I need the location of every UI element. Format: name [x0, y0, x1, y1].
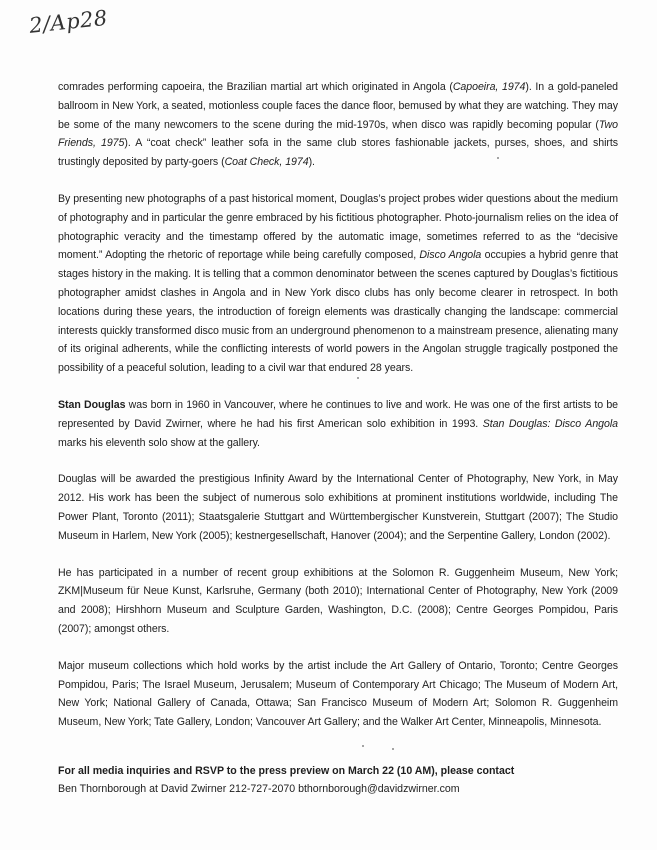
- body-text: [58, 78, 618, 732]
- contact-details: Ben Thornborough at David Zwirner 212-727-2070 bthornborough@davidzwirner.com: [58, 783, 460, 795]
- text-run: Major museum collections which hold works by the artist include the Art Gallery of Ontario, Toronto; Centre Georges Pompidou, Paris; The Israel Museum, Jerusalem; Museum of Contemporary Art Chicago; The Museum of Modern Art, New York; National Gallery of Canada, Ottawa; San Francisco Museum of Modern Art; Solomon R. Guggenheim Museum, New York; Tate Gallery, London; Vancouver Art Gallery; and the Walker Art Center, Minneapolis, Minnesota.: [58, 659, 618, 729]
- handwritten-annotation: 2/Ap28: [28, 5, 109, 38]
- paragraph-capoeira: [58, 78, 618, 172]
- text-run: comrades performing capoeira, the Brazilian martial art which originated in Angola (: [58, 81, 453, 93]
- paragraph-group-exhibitions: [58, 564, 618, 639]
- italic-title: Capoeira, 1974: [452, 81, 526, 93]
- paragraph-infinity-award: [58, 470, 618, 545]
- scan-speck: [392, 748, 394, 750]
- italic-title: Coat Check, 1974: [224, 156, 309, 169]
- paragraph-biography: [58, 396, 618, 452]
- italic-title: Two Friends, 1975: [58, 118, 618, 150]
- paragraph-photography: [58, 190, 618, 378]
- scan-speck: [357, 377, 359, 379]
- contact-heading: For all media inquiries and RSVP to the press preview on March 22 (10 AM), please contact: [58, 765, 515, 777]
- text-run: occupies a hybrid genre that stages history in the making. It is telling that a common denominator between the scenes captured by Douglas’s fictitious photographer amidst clashes in Angola and in New York disco clubs has only become clearer in retrospect. In both locations during these years, the introduction of foreign elements was drastically changing the landscape: commercial interests quickly transformed disco music from an underground phenomenon to a mainstream presence, alienating many of its original adherents, while the conflicting interests of world powers in the Angolan struggle tragically postponed the possibility of a peaceful solution, leading to a civil war that endured 28 years.: [58, 249, 618, 375]
- media-contact: [58, 762, 618, 798]
- artist-name: Stan Douglas: [58, 398, 126, 411]
- italic-title: Disco Angola: [419, 249, 482, 262]
- scan-speck: [497, 157, 499, 159]
- text-run: marks his eleventh solo show at the gallery.: [58, 436, 260, 449]
- text-run: was born in 1960 in Vancouver, where he continues to live and work. He was one of the first artists to be represented by David Zwirner, where he had his first American solo exhibition in 1993.: [58, 398, 618, 430]
- text-run: ). A “coat check” leather sofa in the same club stores fashionable jackets, purses, shoes, and shirts trustingly deposited by party-goers (: [58, 137, 618, 169]
- paragraph-museum-collections: [58, 657, 618, 732]
- italic-title: Stan Douglas: Disco Angola: [482, 417, 618, 430]
- text-run: ).: [308, 156, 315, 169]
- text-run: ). In a gold-paneled ballroom in New York, a seated, motionless couple faces the dance floor, bemused by what they are watching. They may be some of the many newcomers to the scene during the mid-1970s, when disco was rapidly becoming popular (: [58, 81, 618, 131]
- text-run: Douglas will be awarded the prestigious Infinity Award by the International Center of Photography, New York, in May 2012. His work has been the subject of numerous solo exhibitions at prominent institutions worldwide, including The Power Plant, Toronto (2011); Staatsgalerie Stuttgart and Württembergischer Kunstverein, Stuttgart (2007); The Studio Museum in Harlem, New York (2005); kestnergesellschaft, Hanover (2004); and the Serpentine Gallery, London (2002).: [58, 473, 618, 542]
- text-run: He has participated in a number of recent group exhibitions at the Solomon R. Guggenheim Museum, New York; ZKM|Museum für Neue Kunst, Karlsruhe, Germany (both 2010); International Center of Photography, New York (2009 and 2008); Hirshhorn Museum and Sculpture Garden, Washington, D.C. (2008); Centre Georges Pompidou, Paris (2007); amongst others.: [58, 566, 618, 635]
- scan-speck: [362, 745, 364, 747]
- text-run: By presenting new photographs of a past historical moment, Douglas’s project probes wider questions about the medium of photography and in particular the genre embraced by his fictitious photographer. Photo-journalism relies on the idea of photographic veracity and the timestamp offered by the automatic image, sometimes referred to as the “decisive moment.” Adopting the rhetoric of reportage while being carefully composed,: [58, 192, 618, 262]
